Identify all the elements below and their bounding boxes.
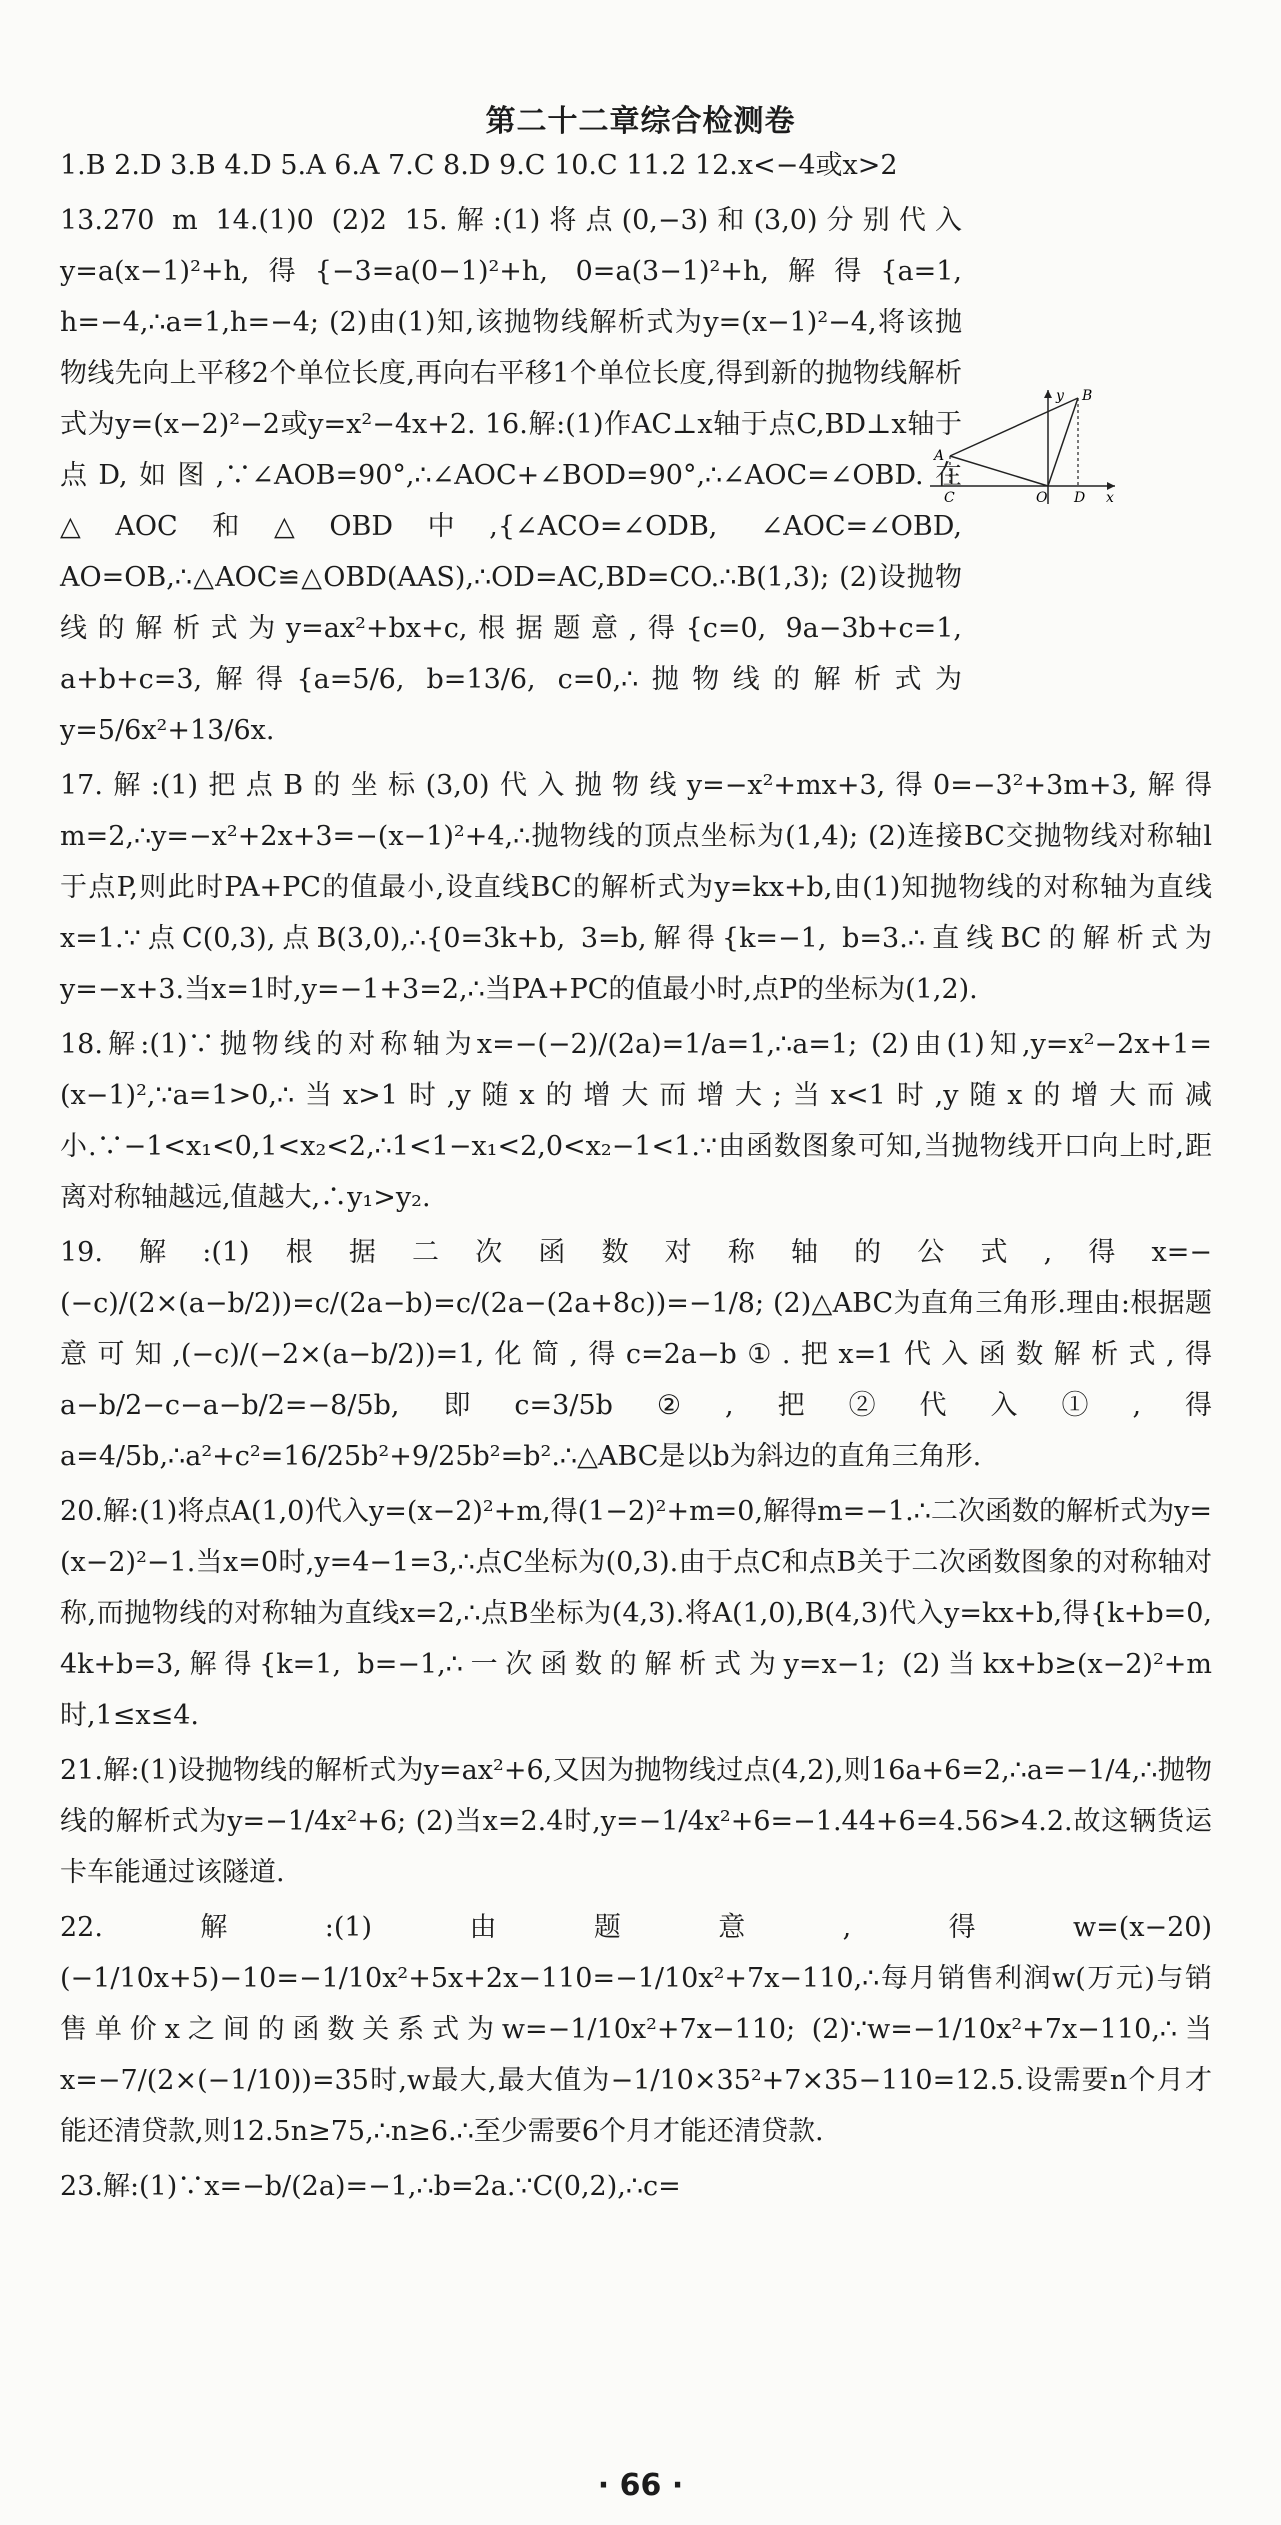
label-o: O: [1036, 490, 1048, 506]
label-a: A: [934, 448, 945, 464]
segment-ob: [1048, 398, 1078, 486]
label-x: x: [1106, 490, 1114, 506]
answer-paragraph-1: 1.B 2.D 3.B 4.D 5.A 6.A 7.C 8.D 9.C 10.C 11.2 12.x<−4或x>2: [60, 150, 898, 181]
label-y: y: [1056, 388, 1064, 404]
answer-paragraph-4: 18.解:(1)∵抛物线的对称轴为x=−(−2)/(2a)=1/a=1,∴a=1; (2)由(1)知,y=x²−2x+1=(x−1)²,∵a=1>0,∴当x>1时,y随x的增大而增大;当x<1时,y随x的增大而减小.∵−1<x₁<0,1<x₂<2,∴1<1−x₁<2,0<x₂−1<1.∵由函数图象可知,当抛物线开口向上时,距离对称轴越远,值越大,∴y₁>y₂.: [60, 1029, 1212, 1213]
label-b: B: [1082, 388, 1093, 404]
y-axis-arrow: [1044, 390, 1052, 398]
page-title: 第二十二章综合检测卷: [485, 104, 796, 139]
answer-paragraph-2: 13.270 m 14.(1)0 (2)2 15.解:(1)将点(0,−3)和(3,0)分别代入y=a(x−1)²+h,得{−3=a(0−1)²+h, 0=a(3−1)²+h,解得{a=1, h=−4,∴a=1,h=−4; (2)由(1)知,该抛物线解析式为y=(x−1)²−4,将该抛物线先向上平移2个单位长度,再向右平移1个单位长度,得到新的抛物线解析式为y=(x−2)²−2或y=x²−4x+2. 16.解:(1)作AC⊥x轴于点C,BD⊥x轴于点D,如图,∵∠AOB=90°,∴∠AOC+∠BOD=90°,∴∠AOC=∠OBD.在△AOC和△OBD中,{∠ACO=∠ODB, ∠AOC=∠OBD, AO=OB,∴△AOC≌△OBD(AAS),∴OD=AC,BD=CO.∴B(1,3); (2)设抛物线的解析式为y=ax²+bx+c,根据题意,得{c=0, 9a−3b+c=1, a+b+c=3,解得{a=5/6, b=13/6, c=0,∴抛物线的解析式为y=5/6x²+13/6x.: [60, 205, 962, 746]
answer-paragraph-6: 20.解:(1)将点A(1,0)代入y=(x−2)²+m,得(1−2)²+m=0,解得m=−1.∴二次函数的解析式为y=(x−2)²−1.当x=0时,y=4−1=3,∴点C坐标为(0,3).由于点C和点B关于二次函数图象的对称轴对称,而抛物线的对称轴为直线x=2,∴点B坐标为(4,3).将A(1,0),B(4,3)代入y=kx+b,得{k+b=0, 4k+b=3,解得{k=1, b=−1,∴一次函数的解析式为y=x−1; (2)当kx+b≥(x−2)²+m时,1≤x≤4.: [60, 1496, 1212, 1731]
answer-paragraph-5: 19.解:(1)根据二次函数对称轴的公式,得x=−(−c)/(2×(a−b/2))=c/(2a−b)=c/(2a−(2a+8c))=−1/8; (2)△ABC为直角三角形.理由:根据题意可知,(−c)/(−2×(a−b/2))=1,化简,得c=2a−b①.把x=1代入函数解析式,得a−b/2−c−a−b/2=−8/5b,即c=3/5b②,把②代入①,得a=4/5b,∴a²+c²=16/25b²+9/25b²=b².∴△ABC是以b为斜边的直角三角形.: [60, 1237, 1212, 1472]
answer-paragraph-8: 22.解:(1)由题意,得w=(x−20)(−1/10x+5)−10=−1/10x²+5x+2x−110=−1/10x²+7x−110,∴每月销售利润w(万元)与销售单价x之间的函数关系式为w=−1/10x²+7x−110; (2)∵w=−1/10x²+7x−110,∴当x=−7/(2×(−1/10))=35时,w最大,最大值为−1/10×35²+7×35−110=12.5.设需要n个月才能还清贷款,则12.5n≥75,∴n≥6.∴至少需要6个月才能还清贷款.: [60, 1912, 1212, 2147]
label-c: C: [944, 490, 955, 506]
answer-paragraph-7: 21.解:(1)设抛物线的解析式为y=ax²+6,又因为抛物线过点(4,2),则16a+6=2,∴a=−1/4,∴抛物线的解析式为y=−1/4x²+6; (2)当x=2.4时,y=−1/4x²+6=−1.44+6=4.56>4.2.故这辆货运卡车能通过该隧道.: [60, 1755, 1212, 1888]
label-d: D: [1074, 490, 1086, 506]
answer-paragraph-3: 17.解:(1)把点B的坐标(3,0)代入抛物线y=−x²+mx+3,得0=−3²+3m+3,解得m=2,∴y=−x²+2x+3=−(x−1)²+4,∴抛物线的顶点坐标为(1,4); (2)连接BC交抛物线对称轴l于点P,则此时PA+PC的值最小,设直线BC的解析式为y=kx+b,由(1)知抛物线的对称轴为直线x=1.∵点C(0,3),点B(3,0),∴{0=3k+b, 3=b,解得{k=−1, b=3.∴直线BC的解析式为y=−x+3.当x=1时,y=−1+3=2,∴当PA+PC的值最小时,点P的坐标为(1,2).: [60, 770, 1212, 1005]
x-axis-arrow: [1107, 482, 1115, 490]
page-number: · 66 ·: [597, 2468, 684, 2503]
answer-paragraph-9: 23.解:(1)∵x=−b/(2a)=−1,∴b=2a.∵C(0,2),∴c=: [60, 2171, 681, 2202]
segment-ao: [950, 456, 1048, 486]
segment-ab: [950, 398, 1078, 456]
geometry-figure: [930, 386, 1120, 506]
